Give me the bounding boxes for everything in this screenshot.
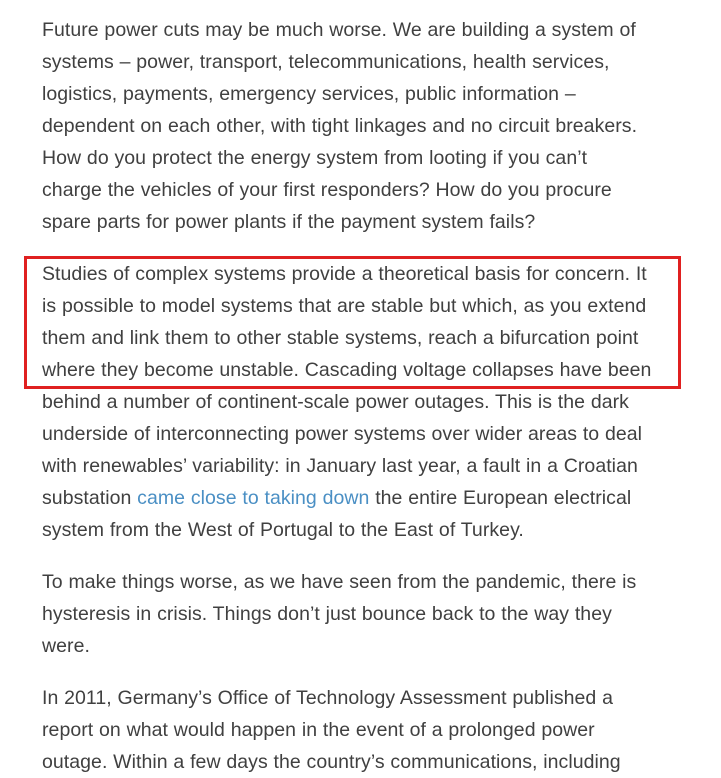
text-line: outage. Within a few days the country’s communications, including [42,751,621,773]
text-line: charge the vehicles of your first responders? How do you procure [42,179,612,201]
text-segment: substation [42,487,138,509]
text-line: How do you protect the energy system from looting if you can’t [42,147,588,169]
paragraph-complex-systems [42,258,682,546]
paragraph-germany-report [42,682,682,778]
text-line: hysteresis in crisis. Things don’t just bounce back to the way they [42,603,612,625]
croatia-outage-link[interactable]: came close to taking down [137,487,370,509]
text-line: where they become unstable. Cascading voltage collapses have been [42,359,652,381]
text-line: To make things worse, as we have seen from the pandemic, there is [42,571,637,593]
text-line: In 2011, Germany’s Office of Technology Assessment published a [42,687,613,709]
text-line: with renewables’ variability: in January last year, a fault in a Croatian [42,455,638,477]
paragraph-hysteresis [42,566,682,662]
text-line: were. [42,635,90,657]
text-line: is possible to model systems that are stable but which, as you extend [42,295,647,317]
text-line: logistics, payments, emergency services, public information – [42,83,576,105]
text-line: Future power cuts may be much worse. We are building a system of [42,19,636,41]
article-body [42,14,682,778]
text-line-with-link [42,482,682,514]
text-line: systems – power, transport, telecommunications, health services, [42,51,610,73]
text-line: system from the West of Portugal to the East of Turkey. [42,519,524,541]
paragraph-power-cuts [42,14,682,238]
text-line: them and link them to other stable systems, reach a bifurcation point [42,327,639,349]
text-line: dependent on each other, with tight linkages and no circuit breakers. [42,115,638,137]
text-line: Studies of complex systems provide a theoretical basis for concern. It [42,263,647,285]
text-line: behind a number of continent-scale power outages. This is the dark [42,391,629,413]
text-line: report on what would happen in the event of a prolonged power [42,719,595,741]
text-segment: the entire European electrical [369,487,632,509]
text-line: spare parts for power plants if the payment system fails? [42,211,536,233]
text-line: underside of interconnecting power systems over wider areas to deal [42,423,643,445]
